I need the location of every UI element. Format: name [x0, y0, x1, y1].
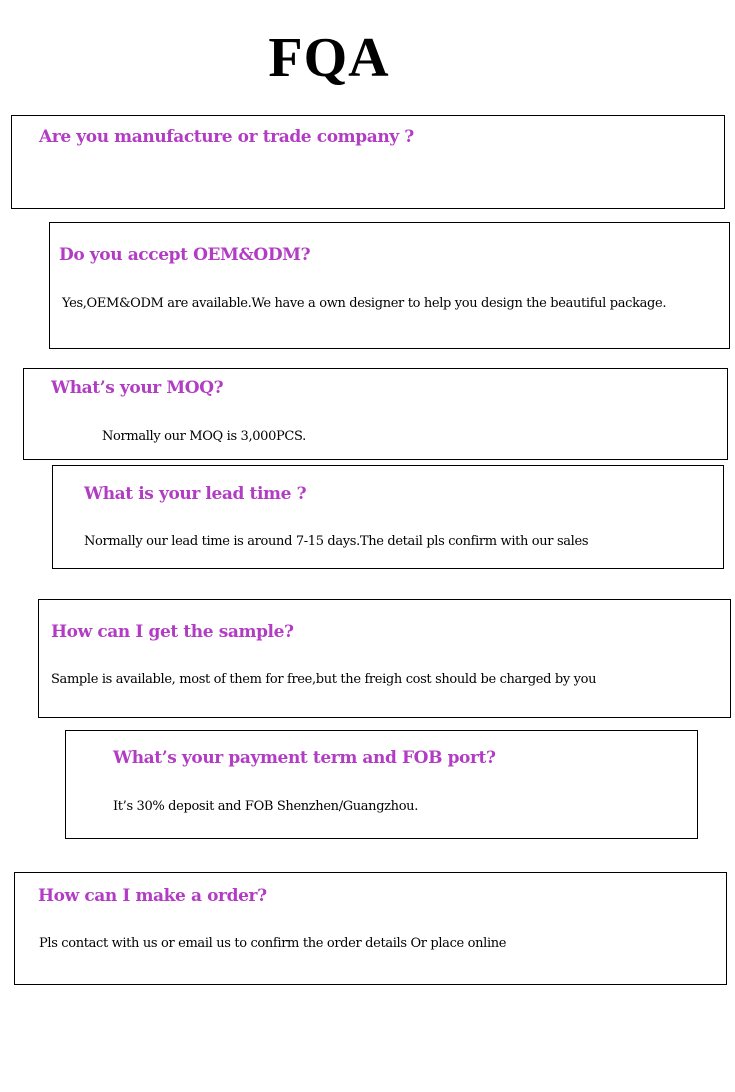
faq-question: What’s your MOQ?	[51, 378, 224, 398]
faq-question: How can I get the sample?	[51, 622, 294, 642]
faq-answer: Normally our MOQ is 3,000PCS.	[102, 429, 306, 444]
faq-question: What’s your payment term and FOB port?	[113, 748, 496, 768]
faq-item-moq	[23, 368, 728, 460]
faq-item-lead-time	[52, 465, 724, 569]
faq-answer: Yes,OEM&ODM are available.We have a own designer to help you design the beautiful package.	[62, 296, 667, 311]
faq-question: Do you accept OEM&ODM?	[59, 245, 311, 265]
faq-answer: Normally our lead time is around 7-15 days.The detail pls confirm with our sales	[84, 534, 589, 549]
faq-item-manufacture-or-trade	[11, 115, 725, 209]
faq-item-payment-fob	[65, 730, 698, 839]
faq-item-make-order	[14, 872, 727, 985]
page-title: FQA	[268, 27, 390, 89]
faq-item-sample	[38, 599, 731, 718]
faq-question: Are you manufacture or trade company ?	[39, 127, 414, 147]
faq-answer: Sample is available, most of them for free,but the freigh cost should be charged by you	[51, 672, 597, 687]
faq-answer: It’s 30% deposit and FOB Shenzhen/Guangzhou.	[113, 799, 418, 814]
faq-question: How can I make a order?	[38, 886, 267, 906]
faq-question: What is your lead time ?	[84, 484, 307, 504]
faq-item-oem-odm	[49, 222, 730, 349]
faq-answer: Pls contact with us or email us to confirm the order details Or place online	[39, 936, 507, 951]
